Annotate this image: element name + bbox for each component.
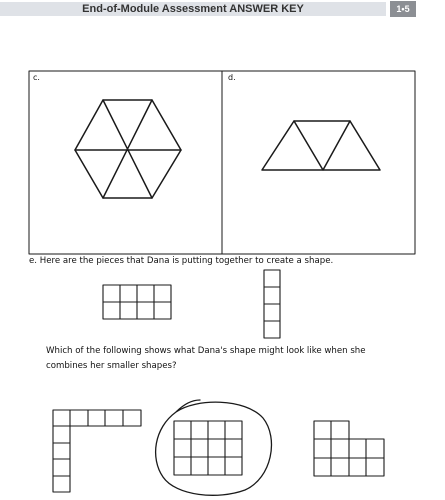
option-irregular-shape <box>314 421 384 476</box>
header-title: End-of-Module Assessment ANSWER KEY <box>82 3 304 15</box>
option-3x4-rectangle <box>174 421 242 475</box>
option-l-shape <box>53 410 141 492</box>
part-c-label: c. <box>33 73 40 82</box>
hexagon-figure <box>75 100 181 198</box>
piece-1x4-rectangle <box>264 270 280 338</box>
answer-circle <box>156 400 272 495</box>
trapezoid-figure <box>262 121 380 170</box>
question-e-line-2: combines her smaller shapes? <box>46 361 177 371</box>
question-e-line-1: Which of the following shows what Dana's shape might look like when she <box>46 346 366 356</box>
module-badge: 1•5 <box>390 1 416 17</box>
part-d-label: d. <box>228 73 236 82</box>
piece-2x4-rectangle <box>103 285 171 319</box>
question-e-prompt: e. Here are the pieces that Dana is putting together to create a shape. <box>29 256 334 266</box>
